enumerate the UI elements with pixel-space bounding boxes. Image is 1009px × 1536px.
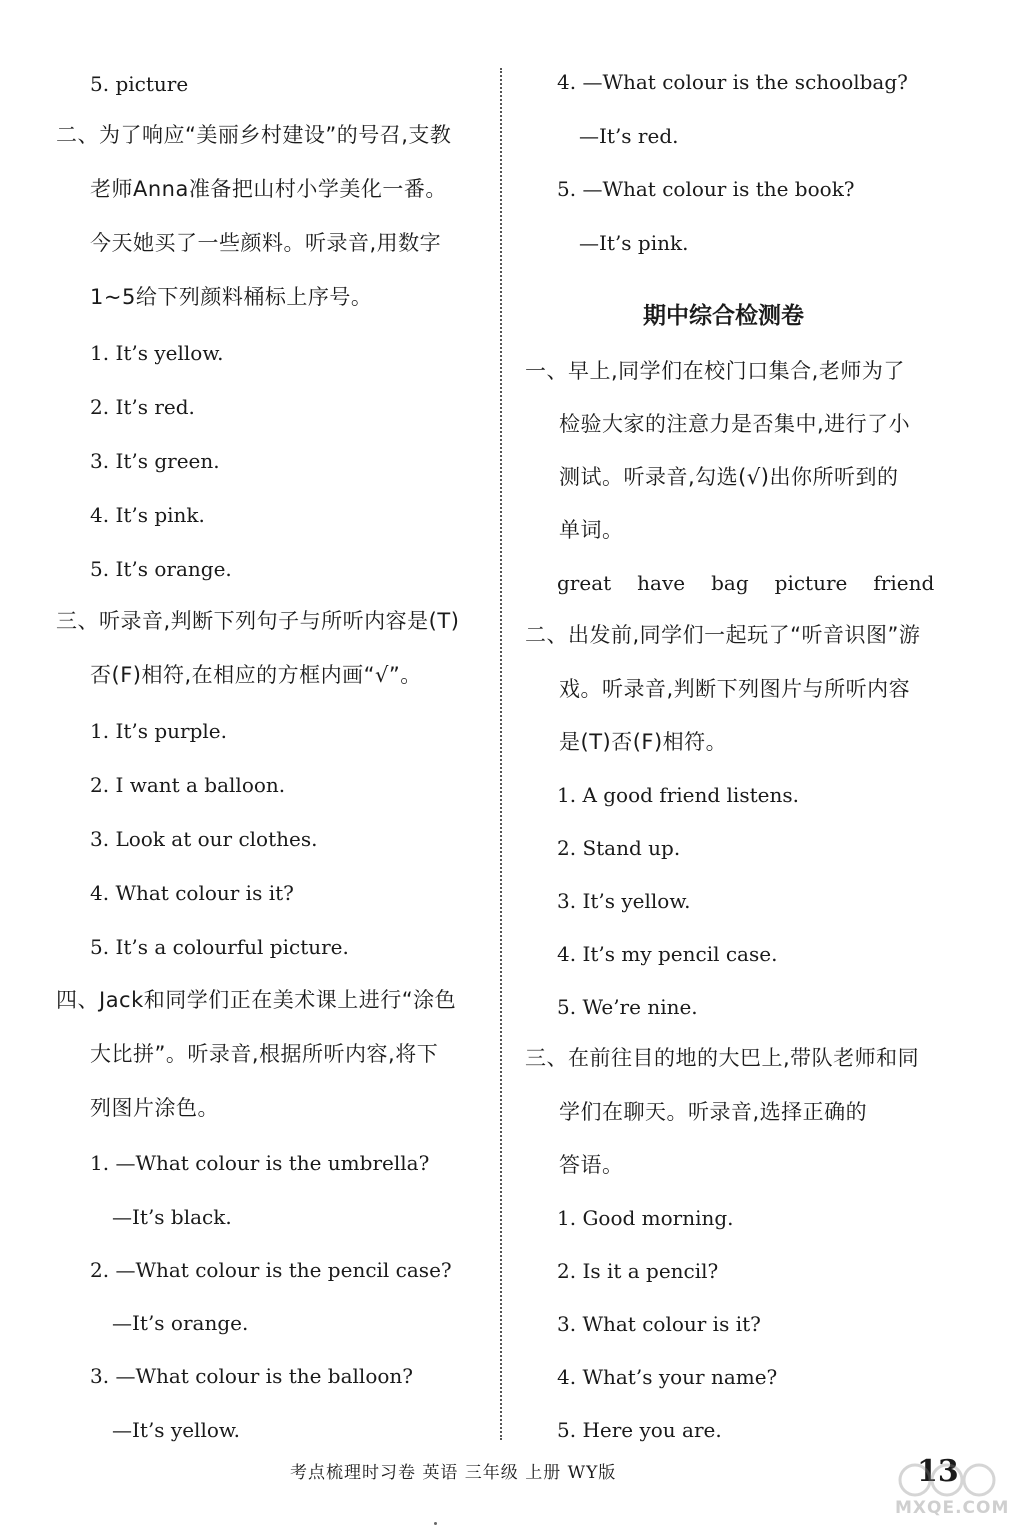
list-item: 5. It’s a colourful picture. xyxy=(90,935,349,959)
list-item: 1. It’s yellow. xyxy=(90,341,224,365)
page-footer xyxy=(0,1454,1009,1500)
dialogue-question: 5. —What colour is the book? xyxy=(557,177,855,201)
section-2-instruction-line-3: 今天她买了一些颜料。听录音,用数字 xyxy=(90,231,442,255)
list-item: 3. It’s yellow. xyxy=(557,889,691,913)
item-picture: 5. picture xyxy=(90,72,189,96)
list-item: 5. We’re nine. xyxy=(557,995,698,1019)
section-2-instruction-line-4: 1~5给下列颜料桶标上序号。 xyxy=(90,285,373,309)
dialogue-answer: —It’s red. xyxy=(579,124,679,148)
dialogue-question: 1. —What colour is the umbrella? xyxy=(90,1151,430,1175)
mid-section-2-instruction-line-3: 是(T)否(F)相符。 xyxy=(559,730,728,754)
mid-section-1-instruction-line-2: 检验大家的注意力是否集中,进行了小 xyxy=(559,412,911,436)
list-item: 2. It’s red. xyxy=(90,395,195,419)
mid-section-2-instruction-line-2: 戏。听录音,判断下列图片与所听内容 xyxy=(559,677,911,701)
list-item: 1. Good morning. xyxy=(557,1206,734,1230)
mid-section-3-instruction-line-2: 学们在聊天。听录音,选择正确的 xyxy=(559,1100,868,1124)
list-item: 5. Here you are. xyxy=(557,1418,722,1442)
column-divider xyxy=(500,68,502,1440)
section-4-instruction-line-1: 四、Jack和同学们正在美术课上进行“涂色 xyxy=(56,988,457,1012)
list-item: 2. I want a balloon. xyxy=(90,773,286,797)
section-2-instruction-line-2: 老师Anna准备把山村小学美化一番。 xyxy=(90,177,447,201)
word-choice: have xyxy=(637,571,686,595)
section-3-instruction-line-2: 否(F)相符,在相应的方框内画“√”。 xyxy=(90,663,422,687)
page-number: 13 xyxy=(917,1454,959,1489)
watermark-text: MXQE.COM xyxy=(895,1498,1009,1518)
list-item: 4. It’s my pencil case. xyxy=(557,942,778,966)
mid-section-1-instruction-line-4: 单词。 xyxy=(559,518,624,542)
word-choice: great xyxy=(557,571,612,595)
list-item: 4. What’s your name? xyxy=(557,1365,778,1389)
list-item: 4. What colour is it? xyxy=(90,881,294,905)
list-item: 1. It’s purple. xyxy=(90,719,227,743)
list-item: 2. Is it a pencil? xyxy=(557,1259,719,1283)
watermark-logo xyxy=(895,1462,1009,1530)
section-4-instruction-line-3: 列图片涂色。 xyxy=(90,1096,219,1120)
mid-section-1-instruction-line-1: 一、早上,同学们在校门口集合,老师为了 xyxy=(525,359,905,383)
mid-section-1-instruction-line-3: 测试。听录音,勾选(√)出你所听到的 xyxy=(559,465,899,489)
word-choice: friend xyxy=(873,571,935,595)
section-4-instruction-line-2: 大比拼”。听录音,根据所听内容,将下 xyxy=(90,1042,439,1066)
section-3-instruction-line-1: 三、听录音,判断下列句子与所听内容是(T) xyxy=(56,609,460,633)
list-item: 4. It’s pink. xyxy=(90,503,205,527)
word-choice: bag xyxy=(711,571,749,595)
dialogue-question: 4. —What colour is the schoolbag? xyxy=(557,70,908,94)
footer-dot xyxy=(434,1522,437,1525)
section-2-instruction-line-1: 二、为了响应“美丽乡村建设”的号召,支教 xyxy=(56,123,452,147)
dialogue-question: 2. —What colour is the pencil case? xyxy=(90,1258,452,1282)
list-item: 3. Look at our clothes. xyxy=(90,827,318,851)
dialogue-question: 3. —What colour is the balloon? xyxy=(90,1364,414,1388)
footer-book-info: 考点梳理时习卷 英语 三年级 上册 WY版 xyxy=(290,1463,617,1483)
dialogue-answer: —It’s orange. xyxy=(112,1311,249,1335)
list-item: 1. A good friend listens. xyxy=(557,783,799,807)
list-item: 5. It’s orange. xyxy=(90,557,232,581)
list-item: 3. What colour is it? xyxy=(557,1312,761,1336)
dialogue-answer: —It’s pink. xyxy=(579,231,689,255)
list-item: 3. It’s green. xyxy=(90,449,220,473)
mid-section-3-instruction-line-1: 三、在前往目的地的大巴上,带队老师和同 xyxy=(525,1046,920,1070)
mid-section-2-instruction-line-1: 二、出发前,同学们一起玩了“听音识图”游 xyxy=(525,623,921,647)
word-choices xyxy=(557,569,960,597)
word-choice: picture xyxy=(774,571,848,595)
watermark-logo-icon xyxy=(895,1462,999,1502)
test-title: 期中综合检测卷 xyxy=(643,303,804,329)
mid-section-3-instruction-line-3: 答语。 xyxy=(559,1153,624,1177)
dialogue-answer: —It’s black. xyxy=(112,1205,232,1229)
list-item: 2. Stand up. xyxy=(557,836,681,860)
dialogue-answer: —It’s yellow. xyxy=(112,1418,240,1442)
